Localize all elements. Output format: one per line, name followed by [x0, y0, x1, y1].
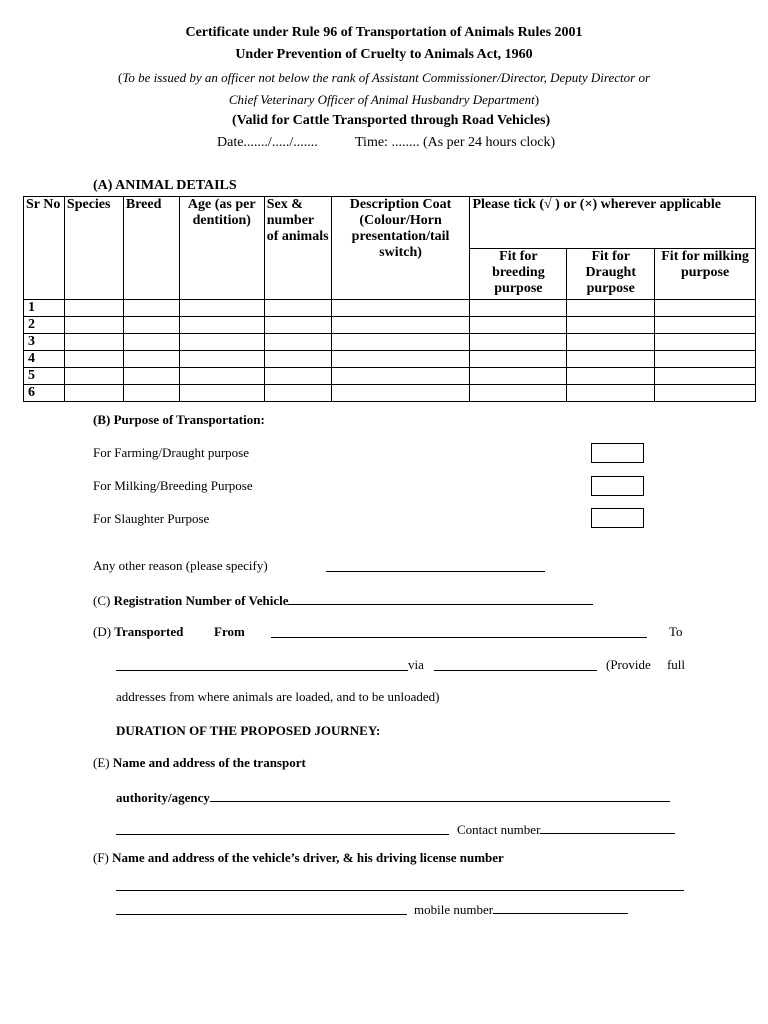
col-sr-no: Sr No	[24, 197, 65, 300]
registration-label: Registration Number of Vehicle	[113, 593, 289, 608]
to-address-field[interactable]	[116, 656, 408, 671]
driver-details-field[interactable]	[116, 876, 684, 891]
purpose-heading: (B) Purpose of Transportation:	[93, 412, 265, 427]
cell-fit-milking[interactable]	[655, 300, 756, 317]
animal-details-heading: (A) ANIMAL DETAILS	[93, 178, 237, 193]
other-reason-field[interactable]	[326, 557, 545, 572]
table-row	[24, 368, 756, 385]
transport-from-row	[93, 624, 183, 640]
validity-line: (Valid for Cattle Transported through Road Vehicles)	[232, 113, 551, 128]
date-field[interactable]: Date......./...../.......	[217, 135, 318, 150]
issuing-officer-note-1: (To be issued by an officer not below the rank of Assistant Commissioner/Director, Deputy Director or	[117, 70, 651, 85]
cell-fit-breeding[interactable]	[470, 368, 567, 385]
cell-description[interactable]	[331, 317, 470, 334]
table-row	[24, 385, 756, 402]
purpose-slaughter-label: For Slaughter Purpose	[93, 511, 210, 526]
cell-breed[interactable]	[123, 351, 179, 368]
cell-species[interactable]	[64, 368, 123, 385]
from-address-field[interactable]	[271, 623, 647, 638]
cell-fit-draught[interactable]	[567, 334, 655, 351]
section-d-letter: (D)	[93, 624, 112, 639]
cell-age[interactable]	[179, 334, 264, 351]
cell-fit-breeding[interactable]	[470, 351, 567, 368]
authority-address-field[interactable]	[116, 820, 449, 835]
cell-fit-breeding[interactable]	[470, 300, 567, 317]
cell-fit-draught[interactable]	[567, 317, 655, 334]
journey-duration-heading: DURATION OF THE PROPOSED JOURNEY:	[116, 723, 381, 738]
from-label: From	[214, 624, 245, 639]
note-text-2: Chief Veterinary Officer of Animal Husbandry Department	[228, 92, 535, 107]
via-field[interactable]	[434, 656, 597, 671]
table-row	[24, 300, 756, 317]
authority-agency-label: authority/agency	[116, 790, 210, 805]
col-breed: Breed	[123, 197, 179, 300]
cell-sex-number[interactable]	[264, 385, 331, 402]
col-fit-breeding: Fit for breeding purpose	[470, 248, 567, 300]
to-label: To	[669, 624, 683, 639]
section-e-letter: (E)	[93, 755, 110, 770]
transported-label: Transported	[114, 624, 184, 639]
row-number: 6	[24, 385, 65, 402]
other-reason-label: Any other reason (please specify)	[93, 558, 268, 573]
animal-details-table	[23, 196, 756, 402]
cell-species[interactable]	[64, 300, 123, 317]
cell-sex-number[interactable]	[264, 351, 331, 368]
authority-agency-field[interactable]	[210, 789, 670, 802]
provide-label: (Provide full	[606, 657, 685, 672]
cell-age[interactable]	[179, 385, 264, 402]
cell-sex-number[interactable]	[264, 300, 331, 317]
title-line-2: Under Prevention of Cruelty to Animals Act, 1960	[235, 47, 533, 62]
registration-row	[93, 592, 593, 609]
cell-age[interactable]	[179, 300, 264, 317]
cell-fit-milking[interactable]	[655, 351, 756, 368]
cell-species[interactable]	[64, 317, 123, 334]
purpose-slaughter-checkbox[interactable]	[591, 508, 644, 528]
mobile-number-label: mobile number	[414, 902, 494, 917]
driver-label: Name and address of the vehicle’s driver, & his driving license number	[112, 850, 504, 865]
issuing-officer-note-2: Chief Veterinary Officer of Animal Husbandry Department)	[228, 92, 540, 107]
contact-number-label: Contact number	[457, 822, 541, 837]
cell-breed[interactable]	[123, 300, 179, 317]
cell-fit-draught[interactable]	[567, 351, 655, 368]
title-line-1: Certificate under Rule 96 of Transportation of Animals Rules 2001	[185, 25, 583, 40]
section-c-letter: (C)	[93, 593, 111, 608]
via-label: via	[408, 657, 424, 672]
col-species: Species	[64, 197, 123, 300]
col-description: Description Coat (Colour/Horn presentation/tail switch)	[331, 197, 470, 300]
cell-sex-number[interactable]	[264, 317, 331, 334]
section-f-letter: (F)	[93, 850, 109, 865]
cell-description[interactable]	[331, 351, 470, 368]
transport-authority-row	[93, 755, 306, 771]
col-fit-milking: Fit for milking purpose	[655, 248, 756, 300]
cell-species[interactable]	[64, 334, 123, 351]
cell-species[interactable]	[64, 385, 123, 402]
cell-fit-breeding[interactable]	[470, 317, 567, 334]
cell-species[interactable]	[64, 351, 123, 368]
time-field[interactable]: Time: ........ (As per 24 hours clock)	[355, 135, 556, 150]
driver-row	[93, 850, 504, 866]
cell-breed[interactable]	[123, 385, 179, 402]
cell-breed[interactable]	[123, 334, 179, 351]
row-number: 1	[24, 300, 65, 317]
cell-fit-draught[interactable]	[567, 368, 655, 385]
mobile-number-field[interactable]	[493, 901, 628, 914]
tick-header: Please tick (√ ) or (×) wherever applicable	[470, 197, 756, 249]
contact-number-field[interactable]	[540, 821, 675, 834]
transport-authority-label: Name and address of the transport	[112, 755, 306, 770]
row-number: 4	[24, 351, 65, 368]
col-age: Age (as per dentition)	[179, 197, 264, 300]
cell-breed[interactable]	[123, 317, 179, 334]
cell-breed[interactable]	[123, 368, 179, 385]
table-row	[24, 334, 756, 351]
row-number: 2	[24, 317, 65, 334]
cell-age[interactable]	[179, 317, 264, 334]
cell-description[interactable]	[331, 334, 470, 351]
cell-fit-draught[interactable]	[567, 300, 655, 317]
table-row	[24, 351, 756, 368]
contact-number-row	[457, 821, 675, 838]
cell-fit-milking[interactable]	[655, 385, 756, 402]
cell-fit-breeding[interactable]	[470, 385, 567, 402]
table-row	[24, 317, 756, 334]
purpose-farming-label: For Farming/Draught purpose	[93, 445, 249, 460]
driver-address-field[interactable]	[116, 900, 407, 915]
cell-description[interactable]	[331, 300, 470, 317]
cell-fit-draught[interactable]	[567, 385, 655, 402]
cell-fit-milking[interactable]	[655, 334, 756, 351]
cell-age[interactable]	[179, 368, 264, 385]
row-number: 3	[24, 334, 65, 351]
note-text-1: To be issued by an officer not below the rank of Assistant Commissioner/Director, Deputy Director or	[122, 70, 651, 85]
purpose-milking-label: For Milking/Breeding Purpose	[93, 478, 253, 493]
col-sex-number: Sex & number of animals	[264, 197, 331, 300]
purpose-milking-checkbox[interactable]	[591, 476, 644, 496]
authority-agency-row	[116, 789, 670, 806]
registration-field[interactable]	[288, 592, 593, 605]
cell-sex-number[interactable]	[264, 334, 331, 351]
cell-age[interactable]	[179, 351, 264, 368]
purpose-farming-checkbox[interactable]	[591, 443, 644, 463]
mobile-number-row	[414, 901, 628, 918]
cell-sex-number[interactable]	[264, 368, 331, 385]
cell-description[interactable]	[331, 385, 470, 402]
address-note: addresses from where animals are loaded, and to be unloaded)	[116, 689, 440, 704]
row-number: 5	[24, 368, 65, 385]
cell-fit-milking[interactable]	[655, 317, 756, 334]
cell-fit-milking[interactable]	[655, 368, 756, 385]
cell-description[interactable]	[331, 368, 470, 385]
cell-fit-breeding[interactable]	[470, 334, 567, 351]
col-fit-draught: Fit for Draught purpose	[567, 248, 655, 300]
